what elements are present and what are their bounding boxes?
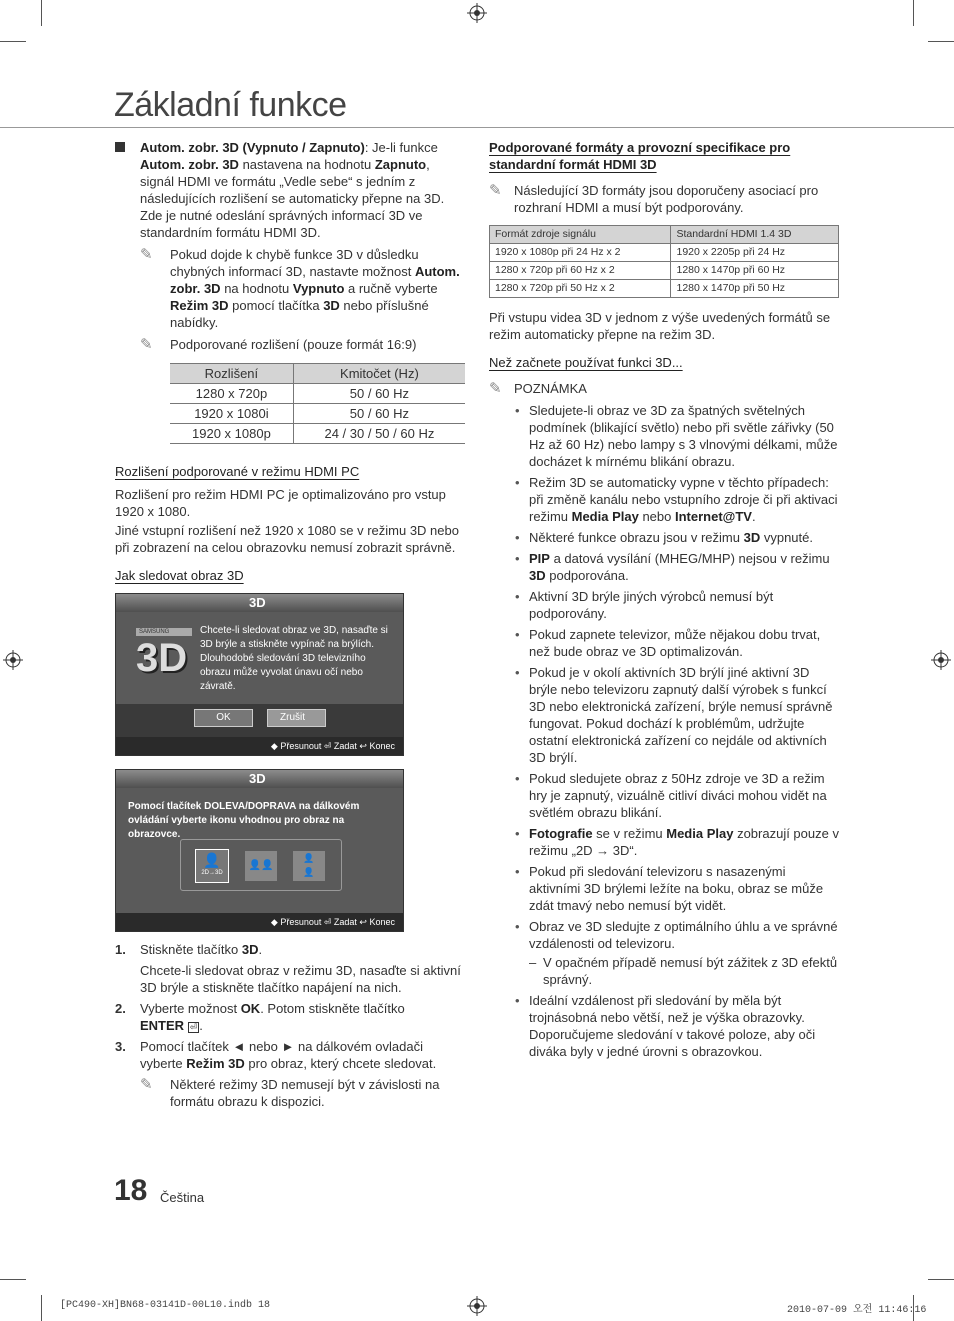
mode-2d-to-3d-icon[interactable]: 👤 2D→3D <box>195 849 229 883</box>
text: Pokud dojde k chybě funkce 3D v důsledku chybných informací 3D, nastavte možnost <box>170 247 419 279</box>
table-cell: 1920 x 2205p při 24 Hz <box>671 244 839 262</box>
crop-mark <box>928 1279 954 1280</box>
table-row <box>170 384 465 404</box>
text: Podporované rozlišení (pouze formát 16:9) <box>170 337 417 352</box>
text: nebo příslušné nabídky. <box>170 298 429 330</box>
text: Některé funkce obrazu jsou v režimu <box>529 530 744 545</box>
list-item <box>489 992 839 1060</box>
section-heading: Jak sledovat obraz 3D <box>115 568 244 583</box>
text: Režim 3D <box>170 298 229 313</box>
table-row <box>170 404 465 424</box>
button-bar <box>116 704 403 737</box>
print-footer-left: [PC490-XH]BN68-03141D-00L10.indb 18 <box>60 1300 271 1311</box>
table-cell: 1280 x 720p při 60 Hz x 2 <box>490 262 671 280</box>
poznamka-label <box>489 380 839 397</box>
crop-mark <box>913 0 914 26</box>
text: Stiskněte tlačítko <box>140 942 242 957</box>
pencil-note-icon: ✎ <box>140 1076 153 1093</box>
autom-label-2: Autom. zobr. 3D <box>140 157 239 172</box>
table-row <box>490 280 839 298</box>
dialog-message: Chcete-li sledovat obraz ve 3D, nasaďte si 3D brýle a stiskněte vypínač na brýlích. Dlouhodobé sledování 3D televizního obrazu může vyvolat únavu očí nebo závratě. <box>200 625 388 692</box>
table-row <box>490 262 839 280</box>
pencil-note-icon: ✎ <box>489 182 502 199</box>
table-header: Standardní HDMI 1.4 3D <box>671 226 839 244</box>
hdmi-formats-table <box>489 225 839 298</box>
text: OK <box>240 1001 261 1016</box>
title-rule <box>0 127 954 128</box>
text: a ručně vyberte <box>344 281 438 296</box>
enter-label: ENTER <box>140 1018 185 1033</box>
samsung-3d-logo <box>136 628 192 686</box>
resolution-table <box>170 363 465 444</box>
table-cell: 1280 x 1470p při 60 Hz <box>671 262 839 280</box>
mode-side-by-side-icon[interactable]: 👤👤 <box>245 851 277 881</box>
ok-button[interactable]: OK <box>194 709 253 727</box>
table-header: Kmitočet (Hz) <box>293 364 465 384</box>
table-cell: 1280 x 720p při 50 Hz x 2 <box>490 280 671 298</box>
pencil-note-icon: ✎ <box>140 246 153 263</box>
text: , signál HDMI ve formátu „Vedle sebe“ s jedním z následujících rozlišení se automaticky přepne na 3D. Zde je nutné odeslání správných informací 3D ve standardním formátu HDMI 3D. <box>140 157 445 240</box>
registration-mark-icon <box>467 3 487 23</box>
step-number: 1. <box>115 942 126 957</box>
dialog-footer-hints: ◆ Přesunout ⏎ Zadat ↩ Konec <box>116 737 403 755</box>
text: 3D <box>241 942 259 957</box>
registration-mark-icon <box>931 650 951 670</box>
list-item <box>489 918 839 952</box>
text: Režim 3D <box>186 1056 245 1071</box>
mode-icon-panel <box>180 839 342 891</box>
table-row <box>170 424 465 444</box>
logo-text: 3D <box>136 636 188 680</box>
text: nebo <box>638 509 675 524</box>
text: Fotografie <box>529 826 593 841</box>
text: zobrazují pouze v režimu „2D → 3D“. <box>529 826 839 858</box>
text: Pokud při sledování televizoru s nasazenými aktivními 3D brýlemi ležíte na boku, obraz se může zdát tmavý nebo nemusí být vidět. <box>529 864 824 913</box>
tv-dialog-3d-mode <box>115 769 404 932</box>
step-item: 2. Vyberte možnost OK. Potom stiskněte tlačítko ENTER ⏎ . <box>115 1001 405 1033</box>
text: Chcete-li sledovat obraz v režimu 3D, nasaďte si aktivní 3D brýle a stiskněte tlačítko napájení na nich. <box>140 963 461 995</box>
section-heading: Rozlišení podporované v režimu HDMI PC <box>115 464 360 479</box>
page-language: Čeština <box>160 1190 205 1205</box>
step-number: 3. <box>115 1039 126 1054</box>
crop-mark <box>0 1279 26 1280</box>
text: Následující 3D formáty jsou doporučeny asociací pro rozhraní HDMI a musí být podporovány. <box>514 183 819 215</box>
text: Pokud je v okolí aktivních 3D brýlí jiné aktivní 3D brýle nebo televizoru zapnutý další výrobek s funkcí 3D nebo elektronická zařízení, brýle nemusí správně fungovat. Pokud dochází k problémům, udržujte ostatní elektronická zařízení co nejdále od aktivních 3D brýlí. <box>529 665 833 765</box>
table-cell: 1280 x 1470p při 50 Hz <box>671 280 839 298</box>
registration-mark-icon <box>467 1296 487 1316</box>
list-item <box>489 664 839 766</box>
table-cell: 1920 x 1080p <box>170 424 293 444</box>
paragraph: Jiné vstupní rozlišení než 1920 x 1080 se v režimu 3D nebo při zobrazení na celou obrazovku nemusí zobrazit správně. <box>115 523 459 555</box>
text: Media Play <box>666 826 734 841</box>
text: Aktivní 3D brýle jiných výrobců nemusí být podporovány. <box>529 589 774 621</box>
table-header: Rozlišení <box>170 364 293 384</box>
text: nastavena na hodnotu <box>238 157 375 172</box>
pencil-note-icon: ✎ <box>489 380 502 397</box>
page-number: 18 <box>114 1174 148 1207</box>
text: Pokud zapnete televizor, může nějakou dobu trvat, než bude obraz ve 3D optimalizován. <box>529 627 821 659</box>
text: . <box>258 942 263 957</box>
text: 3D <box>529 568 546 583</box>
text: Ideální vzdálenost při sledování by měla být trojnásobná nebo větší, než je výška obrazovky. Doporučujeme sledování v takové poloze, aby oči diváka byly v jedné úrovni s obrazovkou. <box>529 993 816 1059</box>
text: podporována. <box>545 568 629 583</box>
list-item <box>489 588 839 622</box>
text: PIP <box>529 551 550 566</box>
paragraph: Rozlišení pro režim HDMI PC je optimalizováno pro vstup 1920 x 1080. <box>115 487 446 519</box>
print-footer-right: 2010-07-09 오전 11:46:16 <box>787 1305 927 1316</box>
text: Pokud sledujete obraz z 50Hz zdroje ve 3D a režim hry je zapnutý, vizuálně citliví diváci mohou vidět na světlém obrazu blikání. <box>529 771 827 820</box>
list-item <box>489 770 839 821</box>
dialog-message: Pomocí tlačítek DOLEVA/DOPRAVA na dálkovém ovládání vyberte ikonu vhodnou pro obraz na obrazovce. <box>128 801 360 840</box>
text: Některé režimy 3D nemusejí být v závislosti na formátu obrazu k dispozici. <box>170 1077 440 1109</box>
section-heading: Podporované formáty a provozní specifikace pro standardní formát HDMI 3D <box>489 140 791 172</box>
registration-mark-icon <box>3 650 23 670</box>
text: 3D <box>743 530 761 545</box>
tv-dialog-3d-warning <box>115 593 404 756</box>
logo-brand: SAMSUNG <box>136 628 192 636</box>
table-row <box>490 244 839 262</box>
table-cell: 1920 x 1080p při 24 Hz x 2 <box>490 244 671 262</box>
text: Sledujete-li obraz ve 3D za špatných světelných podmínek (blikající světlo) nebo při světle zářivky (50 Hz až 60 Hz) nebo lampy s 3 vlnovými délkami, může docházet k mírnému blikání obrazu. <box>529 403 838 469</box>
notes-list <box>489 402 839 952</box>
crop-mark <box>928 41 954 42</box>
text: Vypnuto <box>292 281 345 296</box>
text: Internet@TV <box>674 509 752 524</box>
cancel-button[interactable]: Zrušit <box>267 709 326 727</box>
list-item <box>489 402 839 470</box>
table-cell: 24 / 30 / 50 / 60 Hz <box>293 424 465 444</box>
text: : Je-li funkce <box>364 140 438 155</box>
text: a datová vysílání (MHEG/MHP) nejsou v režimu <box>549 551 830 566</box>
step-item <box>115 962 465 996</box>
step-number: 2. <box>115 1001 126 1016</box>
mode-top-bottom-icon[interactable]: 👤 👤 <box>293 851 325 881</box>
text: vypnuté. <box>760 530 813 545</box>
text: Autom. zobr. 3D <box>170 264 460 296</box>
text: . Potom stiskněte tlačítko <box>260 1001 405 1016</box>
enter-icon: ⏎ <box>189 1022 198 1032</box>
notes-list-end <box>489 992 839 1060</box>
note-formats <box>489 182 839 216</box>
dialog-footer-hints: ◆ Přesunout ⏎ Zadat ↩ Konec <box>116 913 403 931</box>
text: Režim 3D se automaticky vypne v těchto případech: při změně kanálu nebo vstupního zdroje či při aktivaci režimu <box>529 475 838 524</box>
text: . <box>751 509 756 524</box>
left-column <box>115 139 465 584</box>
text: POZNÁMKA <box>514 381 587 396</box>
square-bullet-icon <box>115 142 125 152</box>
paragraph: Při vstupu videa 3D v jednom z výše uvedených formátů se režim automaticky přepne na režim 3D. <box>489 310 831 342</box>
text: Media Play <box>571 509 639 524</box>
autom-label: Autom. zobr. 3D (Vypnuto / Zapnuto) <box>140 140 365 155</box>
step-item <box>115 941 465 958</box>
table-cell: 1920 x 1080i <box>170 404 293 424</box>
page-title: Základní funkce <box>114 86 347 124</box>
text: Vyberte možnost <box>140 1001 241 1016</box>
text: pomocí tlačítka <box>228 298 324 313</box>
crop-mark <box>41 1295 42 1321</box>
table-cell: 1280 x 720p <box>170 384 293 404</box>
table-cell: 50 / 60 Hz <box>293 404 465 424</box>
zapnuto-label: Zapnuto <box>374 157 427 172</box>
steps-list <box>115 941 465 1110</box>
text: se v režimu <box>592 826 667 841</box>
crop-mark <box>0 41 26 42</box>
crop-mark <box>41 0 42 26</box>
step-item <box>115 1038 465 1072</box>
list-item <box>489 825 839 859</box>
list-item <box>489 626 839 660</box>
autom-paragraph <box>115 139 465 241</box>
dialog-header: 3D <box>116 594 403 612</box>
note-error <box>140 246 465 331</box>
text: na hodnotu <box>220 281 293 296</box>
text: pro obraz, který chcete sledovat. <box>244 1056 437 1071</box>
mode-label: 2D→3D <box>201 870 223 876</box>
section-heading: Než začnete používat funkci 3D... <box>489 355 683 370</box>
list-item <box>489 529 839 546</box>
text: 3D <box>323 298 340 313</box>
list-item <box>489 474 839 525</box>
table-header: Formát zdroje signálu <box>490 226 671 244</box>
note-modes <box>140 1076 465 1110</box>
list-item <box>489 550 839 584</box>
pencil-note-icon: ✎ <box>140 336 153 353</box>
note-resolution <box>140 336 465 353</box>
table-cell: 50 / 60 Hz <box>293 384 465 404</box>
right-column <box>489 139 839 1064</box>
sub-note: – V opačném případě nemusí být zážitek z 3D efektů správný. <box>489 954 839 988</box>
text: Obraz ve 3D sledujte z optimálního úhlu a ve správné vzdálenosti od televizoru. <box>529 919 838 951</box>
list-item <box>489 863 839 914</box>
text: Pomocí tlačítek ◄ nebo ► na dálkovém ovladači vyberte <box>140 1039 423 1071</box>
dialog-header: 3D <box>116 770 403 788</box>
